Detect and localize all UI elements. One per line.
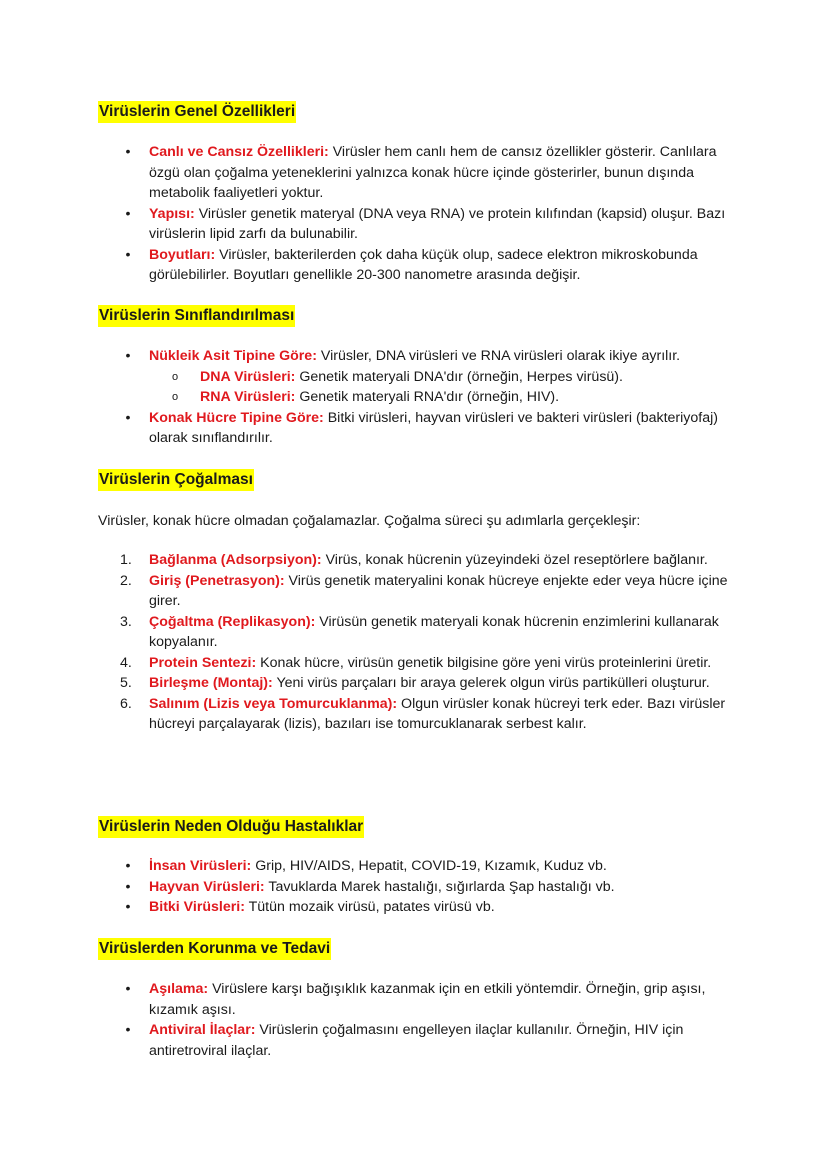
item-text: Genetik materyali RNA'dır (örneğin, HIV). — [295, 389, 560, 405]
general-list — [98, 142, 738, 286]
step-text: Virüsün genetik materyali konak hücrenin enzimlerini kullanarak kopyalanır. — [149, 613, 719, 650]
item-label: İnsan Virüsleri: — [149, 858, 252, 874]
item-label: Konak Hücre Tipine Göre: — [149, 409, 324, 426]
list-item — [98, 856, 738, 877]
item-text: Virüsler, DNA virüsleri ve RNA virüsleri olarak ikiye ayrılır. — [316, 348, 681, 364]
item-label: Nükleik Asit Tipine Göre: — [149, 348, 317, 364]
item-text: Grip, HIV/AIDS, Hepatit, COVID-19, Kızamık, Kuduz vb. — [251, 858, 607, 874]
bullet-icon: • — [125, 409, 131, 426]
step-item — [98, 653, 738, 674]
list-item — [98, 346, 738, 367]
item-text: Tütün mozaik virüsü, patates virüsü vb. — [244, 899, 495, 915]
step-label: Bağlanma (Adsorpsiyon): — [149, 552, 322, 568]
bullet-icon: • — [125, 205, 131, 222]
step-label: Salınım (Lizis veya Tomurcuklanma): — [149, 695, 398, 712]
replication-intro: Virüsler, konak hücre olmadan çoğalamazlar. Çoğalma süreci şu adımlarla gerçekleşir: — [98, 513, 641, 529]
list-item — [98, 877, 738, 898]
item-text: Virüsler hem canlı hem de cansız özellikler gösterir. Canlılara özgü olan çoğalma yeteneklerini yalnızca konak hücre içinde gösterirler, bunun dışında metabolik faaliyetleri yoktur. — [149, 144, 717, 201]
step-label: Protein Sentezi: — [149, 654, 257, 671]
item-text: Virüsler, bakterilerden çok daha küçük olup, sadece elektron mikroskobunda görülebilirler. Boyutları genellikle 20-300 nanometre arasında değişir. — [149, 246, 698, 283]
step-text: Virüs, konak hücrenin yüzeyindeki özel reseptörlere bağlanır. — [321, 552, 708, 568]
bullet-icon: • — [125, 899, 131, 915]
item-label: DNA Virüsleri: — [200, 368, 296, 385]
item-label: Antiviral İlaçlar: — [149, 1022, 256, 1038]
circle-bullet-icon: o — [172, 370, 179, 383]
step-number: 2. — [120, 572, 132, 589]
diseases-list — [98, 856, 738, 918]
item-label: Yapısı: — [149, 205, 195, 222]
item-label: Aşılama: — [149, 981, 209, 997]
bullet-icon: • — [125, 878, 131, 895]
sub-list-item — [98, 367, 738, 388]
list-item — [98, 897, 738, 918]
section-title-prevention: Virüslerden Korunma ve Tedavi — [98, 938, 331, 960]
replication-steps — [98, 550, 738, 735]
step-label: Çoğaltma (Replikasyon): — [149, 613, 316, 630]
item-text: Virüslerin çoğalmasını engelleyen ilaçlar kullanılır. Örneğin, HIV için antiretroviral ilaçlar. — [149, 1022, 684, 1059]
step-item — [98, 694, 738, 735]
step-number: 6. — [120, 695, 132, 712]
step-number: 1. — [120, 552, 132, 568]
item-text: Virüslere karşı bağışıklık kazanmak için en etkili yöntemdir. Örneğin, grip aşısı, kızamık aşısı. — [149, 981, 706, 1018]
item-text: Genetik materyali DNA'dır (örneğin, Herpes virüsü). — [295, 368, 623, 385]
list-item — [98, 204, 738, 245]
step-text: Virüs genetik materyalini konak hücreye enjekte eder veya hücre içine girer. — [149, 572, 728, 609]
step-item — [98, 612, 738, 653]
step-text: Konak hücre, virüsün genetik bilgisine göre yeni virüs proteinlerini üretir. — [256, 654, 712, 671]
bullet-icon: • — [125, 1022, 131, 1038]
section-title-general: Virüslerin Genel Özellikleri — [98, 101, 296, 123]
list-item — [98, 1020, 738, 1061]
bullet-icon: • — [125, 981, 131, 997]
step-item — [98, 673, 738, 694]
item-text: Virüsler genetik materyal (DNA veya RNA) ve protein kılıfından (kapsid) oluşur. Bazı virüslerin lipid zarfı da bulunabilir. — [149, 205, 726, 242]
classification-list — [98, 346, 738, 449]
sub-list-item — [98, 387, 738, 408]
bullet-icon: • — [125, 348, 131, 364]
circle-bullet-icon: o — [172, 391, 179, 403]
item-label: Boyutları: — [149, 246, 216, 263]
step-item — [98, 571, 738, 612]
list-item — [98, 245, 738, 286]
bullet-icon: • — [125, 144, 131, 160]
step-item — [98, 550, 738, 571]
step-text: Yeni virüs parçaları bir araya gelerek olgun virüs partikülleri oluşturur. — [272, 675, 710, 691]
step-number: 4. — [120, 654, 132, 671]
list-item — [98, 979, 738, 1020]
step-number: 3. — [120, 613, 132, 630]
item-label: Canlı ve Cansız Özellikleri: — [149, 144, 329, 160]
list-item — [98, 408, 738, 449]
item-label: RNA Virüsleri: — [200, 389, 296, 405]
item-text: Bitki virüsleri, hayvan virüsleri ve bakteri virüsleri (bakteriyofaj) olarak sınıflandırılır. — [149, 409, 718, 446]
prevention-list — [98, 979, 738, 1061]
section-title-replication: Virüslerin Çoğalması — [98, 469, 254, 491]
bullet-icon: • — [125, 858, 131, 874]
item-label: Hayvan Virüsleri: — [149, 878, 265, 895]
step-label: Birleşme (Montaj): — [149, 675, 273, 691]
section-title-diseases: Virüslerin Neden Olduğu Hastalıklar — [98, 816, 364, 838]
step-text: Olgun virüsler konak hücreyi terk eder. Bazı virüsler hücreyi parçalayarak (lizis), bazıları ise tomurcuklanarak serbest kalır. — [149, 695, 726, 732]
item-text: Tavuklarda Marek hastalığı, sığırlarda Şap hastalığı vb. — [264, 878, 615, 895]
step-number: 5. — [120, 675, 132, 691]
item-label: Bitki Virüsleri: — [149, 899, 245, 915]
bullet-icon: • — [125, 246, 131, 263]
step-label: Giriş (Penetrasyon): — [149, 572, 285, 589]
section-title-classification: Virüslerin Sınıflandırılması — [98, 305, 295, 327]
list-item — [98, 142, 738, 204]
